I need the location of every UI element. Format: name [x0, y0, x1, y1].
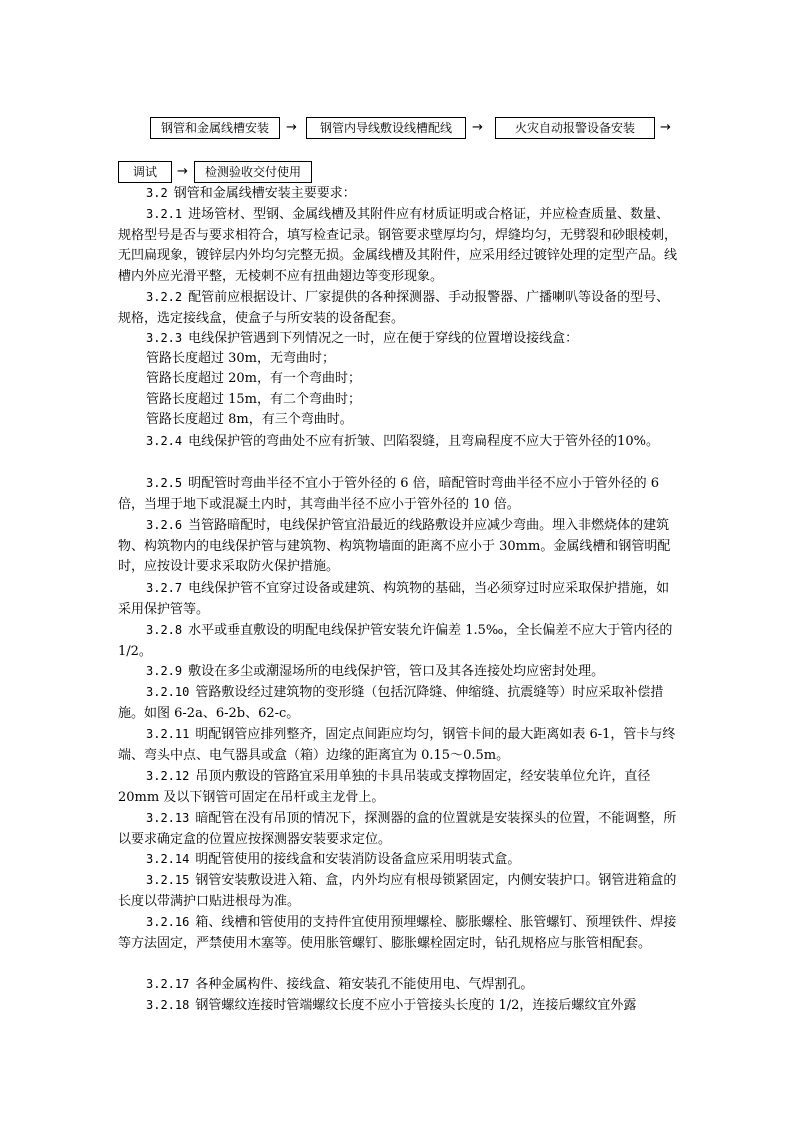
clause-number: 3.2.18	[146, 998, 190, 1012]
clause-number: 3.2.17	[146, 977, 190, 991]
clause-3-2-17	[118, 974, 678, 996]
clause-3-2-15	[118, 870, 678, 912]
clause-text: 管路敷设经过建筑物的变形缝（包括沉降缝、伸缩缝、抗震缝等）时应采取补偿措施。如图 6-2a、6-2b、62-c。	[118, 685, 664, 721]
clause-text: 水平或垂直敷设的明配电线保护管安装允许偏差 1.5‰，全长偏差不应大于管内径的 1/2。	[118, 623, 673, 659]
clause-text: 电线保护管的弯曲处不应有折皱、凹陷裂缝，且弯扁程度不应大于管外径的10%。	[188, 434, 660, 449]
section-title: 钢管和金属线槽安装主要要求：	[173, 186, 356, 201]
clause-3-2-13	[118, 808, 678, 850]
clause-3-2-9	[118, 661, 678, 683]
flow-step-steel-pipe-install: 钢管和金属线槽安装	[150, 117, 280, 139]
clause-3-2-2	[118, 287, 678, 329]
list-item-text: 管路长度超过 20m，有一个弯曲时；	[146, 371, 362, 386]
clause-number: 3.2.2	[146, 290, 183, 304]
clause-text: 箱、线槽和管使用的支持件宜使用预埋螺栓、膨胀螺栓、胀管螺钉、预埋铁件、焊接等方法固定，严禁使用木塞等。使用胀管螺钉、膨胀螺栓固定时，钻孔规格应与胀管相配套。	[118, 915, 677, 951]
clause-number: 3.2.8	[146, 623, 183, 637]
clause-number: 3.2.6	[146, 518, 183, 532]
clause-text: 明配管时弯曲半径不宜小于管外径的 6 倍，暗配管时弯曲半径不应小于管外径的 6 倍，当埋于地下或混凝土内时，其弯曲半径不应小于管外径的 10 倍。	[118, 476, 660, 512]
clause-3-2-14	[118, 849, 678, 871]
list-item	[118, 390, 678, 411]
clause-3-2-3	[118, 328, 678, 350]
clause-3-2-6	[118, 515, 678, 578]
clause-text: 明配钢管应排列整齐，固定点间距应均匀，钢管卡间的最大距离如表 6-1，管卡与终端、弯头中点、电气器具或盒（箱）边缘的距离宜为 0.15～0.5m。	[118, 727, 676, 763]
clause-3-2-10	[118, 682, 678, 724]
clause-3-2-7	[118, 578, 678, 620]
list-item	[118, 369, 678, 390]
flow-arrow: →	[177, 164, 188, 179]
clause-text: 当管路暗配时，电线保护管宜沿最近的线路敷设并应减少弯曲。埋入非燃烧体的建筑物、构筑物内的电线保护管与建筑物、构筑物墙面的距离不应小于 30mm。金属线槽和钢管明配时，应按设计要求采取防火保护措施。	[118, 518, 671, 575]
flow-step-wire-laying: 钢管内导线敷设线槽配线	[306, 117, 466, 139]
list-item-text: 管路长度超过 30m，无弯曲时；	[146, 351, 336, 366]
clause-number: 3.2.7	[146, 581, 183, 595]
list-item-text: 管路长度超过 8m，有三个弯曲时。	[146, 412, 353, 427]
clause-number: 3.2.1	[146, 207, 183, 221]
section-number: 3.2	[146, 186, 168, 200]
clause-3-2-18	[118, 995, 678, 1017]
clause-number: 3.2.13	[146, 811, 190, 825]
clause-text: 电线保护管遇到下列情况之一时，应在便于穿线的位置增设接线盒：	[188, 331, 579, 346]
clause-3-2-1	[118, 204, 678, 287]
clause-text: 各种金属构件、接线盒、箱安装孔不能使用电、气焊割孔。	[195, 977, 534, 992]
flow-arrow: →	[660, 120, 671, 135]
clause-number: 3.2.15	[146, 873, 190, 887]
clause-3-2-16	[118, 912, 678, 954]
clause-number: 3.2.9	[146, 664, 183, 678]
clause-text: 钢管螺纹连接时管端螺纹长度不应小于管接头长度的 1/2，连接后螺纹宜外露	[195, 998, 637, 1013]
flow-arrow: →	[286, 120, 297, 135]
clause-number: 3.2.14	[146, 852, 190, 866]
list-item	[118, 349, 678, 370]
clause-text: 明配管使用的接线盒和安装消防设备盒应采用明装式盒。	[195, 852, 521, 867]
clause-number: 3.2.16	[146, 915, 190, 929]
flow-step-alarm-install: 火灾自动报警设备安装	[495, 117, 655, 139]
clause-number: 3.2.3	[146, 331, 183, 345]
flow-arrow: →	[472, 120, 483, 135]
clause-number: 3.2.10	[146, 685, 190, 699]
clause-text: 电线保护管不宜穿过设备或建筑、构筑物的基础，当必须穿过时应采取保护措施，如采用保护管等。	[118, 581, 670, 617]
list-item	[118, 410, 678, 431]
clause-text: 配管前应根据设计、厂家提供的各种探测器、手动报警器、广播喇叭等设备的型号、规格，选定接线盒，使盒子与所安装的设备配套。	[118, 290, 670, 326]
clause-text: 吊顶内敷设的管路宜采用单独的卡具吊装或支撑物固定，经安装单位允许，直径 20mm 及以下钢管可固定在吊杆或主龙骨上。	[118, 769, 651, 805]
flow-step-acceptance: 检测验收交付使用	[194, 161, 312, 183]
clause-number: 3.2.4	[146, 434, 183, 448]
clause-number: 3.2.12	[146, 769, 190, 783]
clause-3-2-8	[118, 620, 678, 662]
clause-number: 3.2.11	[146, 727, 190, 741]
clause-number: 3.2.5	[146, 476, 183, 490]
section-heading	[118, 183, 678, 205]
clause-3-2-11	[118, 724, 678, 766]
clause-text: 钢管安装敷设进入箱、盒，内外均应有根母锁紧固定，内侧安装护口。钢管进箱盒的长度以带满护口贴进根母为准。	[118, 873, 677, 909]
clause-text: 暗配管在没有吊顶的情况下，探测器的盒的位置就是安装探头的位置，不能调整，所以要求确定盒的位置应按探测器安装要求定位。	[118, 811, 677, 847]
flow-step-debug: 调试	[118, 161, 172, 183]
clause-text: 进场管材、型钢、金属线槽及其附件应有材质证明或合格证，并应检查质量、数量、规格型号是否与要求相符合，填写检查记录。钢管要求壁厚均匀，焊缝均匀，无劈裂和砂眼棱刺，无凹扁现象，镀锌层内外均匀完整无损。金属线槽及其附件，应采用经过镀锌处理的定型产品。线槽内外应光滑平整，无棱刺不应有扭曲翅边等变形现象。	[118, 207, 678, 284]
clause-3-2-5	[118, 473, 678, 515]
clause-text: 敷设在多尘或潮湿场所的电线保护管，管口及其各连接处均应密封处理。	[188, 664, 605, 679]
list-item-text: 管路长度超过 15m，有二个弯曲时；	[146, 392, 362, 407]
clause-3-2-12	[118, 766, 678, 808]
clause-3-2-4	[118, 431, 678, 453]
